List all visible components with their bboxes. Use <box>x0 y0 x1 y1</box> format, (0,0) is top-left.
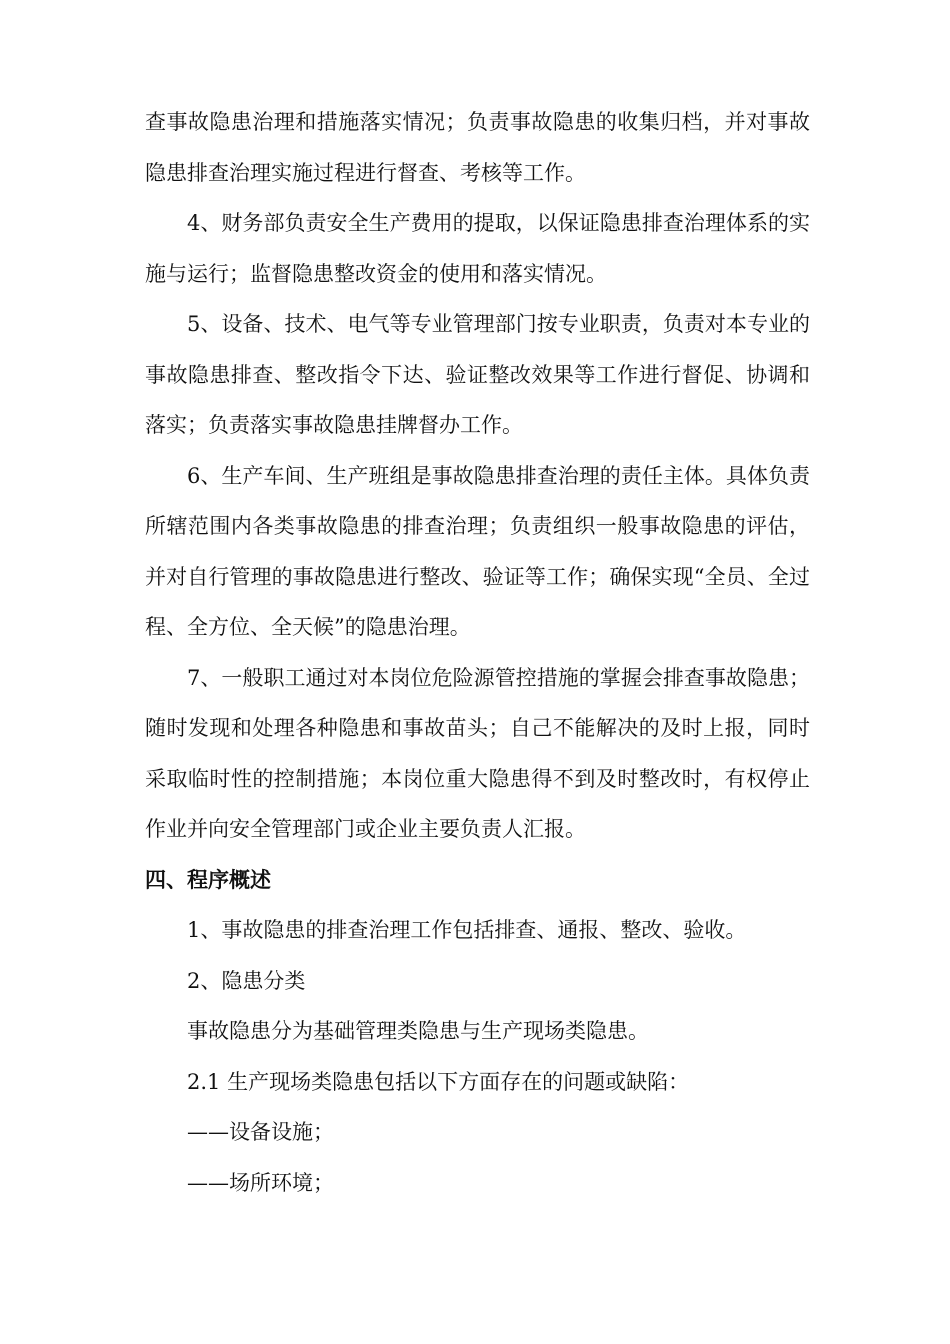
paragraph-procedure-2-title: 2、隐患分类 <box>187 968 306 993</box>
paragraph-hazard-classification: 事故隐患分为基础管理类隐患与生产现场类隐患。 <box>187 1019 649 1043</box>
paragraph-procedure-1: 1、事故隐患的排查治理工作包括排查、通报、整改、验收。 <box>187 918 747 942</box>
list-item-environment: ——场所环境； <box>187 1170 334 1195</box>
list-item-equipment: ——设备设施； <box>187 1120 334 1144</box>
section-heading-procedure-overview: 四、程序概述 <box>145 867 271 892</box>
paragraph-item-4-finance: 4、财务部负责安全生产费用的提取，以保证隐患排查治理体系的实施与运行；监督隐患整改资金的使用和落实情况。 <box>145 211 810 286</box>
paragraph-item-5-departments: 5、设备、技术、电气等专业管理部门按专业职责，负责对本专业的事故隐患排查、整改指令下达、验证整改效果等工作进行督促、协调和落实；负责落实事故隐患挂牌督办工作。 <box>145 312 810 437</box>
paragraph-item-6-workshops: 6、生产车间、生产班组是事故隐患排查治理的责任主体。具体负责所辖范围内各类事故隐患的排查治理；负责组织一般事故隐患的评估，并对自行管理的事故隐患进行整改、验证等工作；确保实现“全员、全过程、全方位、全天候”的隐患治理。 <box>145 463 810 639</box>
paragraph-item-7-employees: 7、一般职工通过对本岗位危险源管控措施的掌握会排查事故隐患；随时发现和处理各种隐患和事故苗头；自己不能解决的及时上报，同时采取临时性的控制措施；本岗位重大隐患得不到及时整改时，有权停止作业并向安全管理部门或企业主要负责人汇报。 <box>145 665 810 841</box>
document-body <box>145 97 810 1208</box>
paragraph-responsibility-continued: 查事故隐患治理和措施落实情况；负责事故隐患的收集归档，并对事故隐患排查治理实施过程进行督查、考核等工作。 <box>145 110 810 185</box>
paragraph-site-hazards-intro: 2.1 生产现场类隐患包括以下方面存在的问题或缺陷： <box>187 1069 690 1094</box>
